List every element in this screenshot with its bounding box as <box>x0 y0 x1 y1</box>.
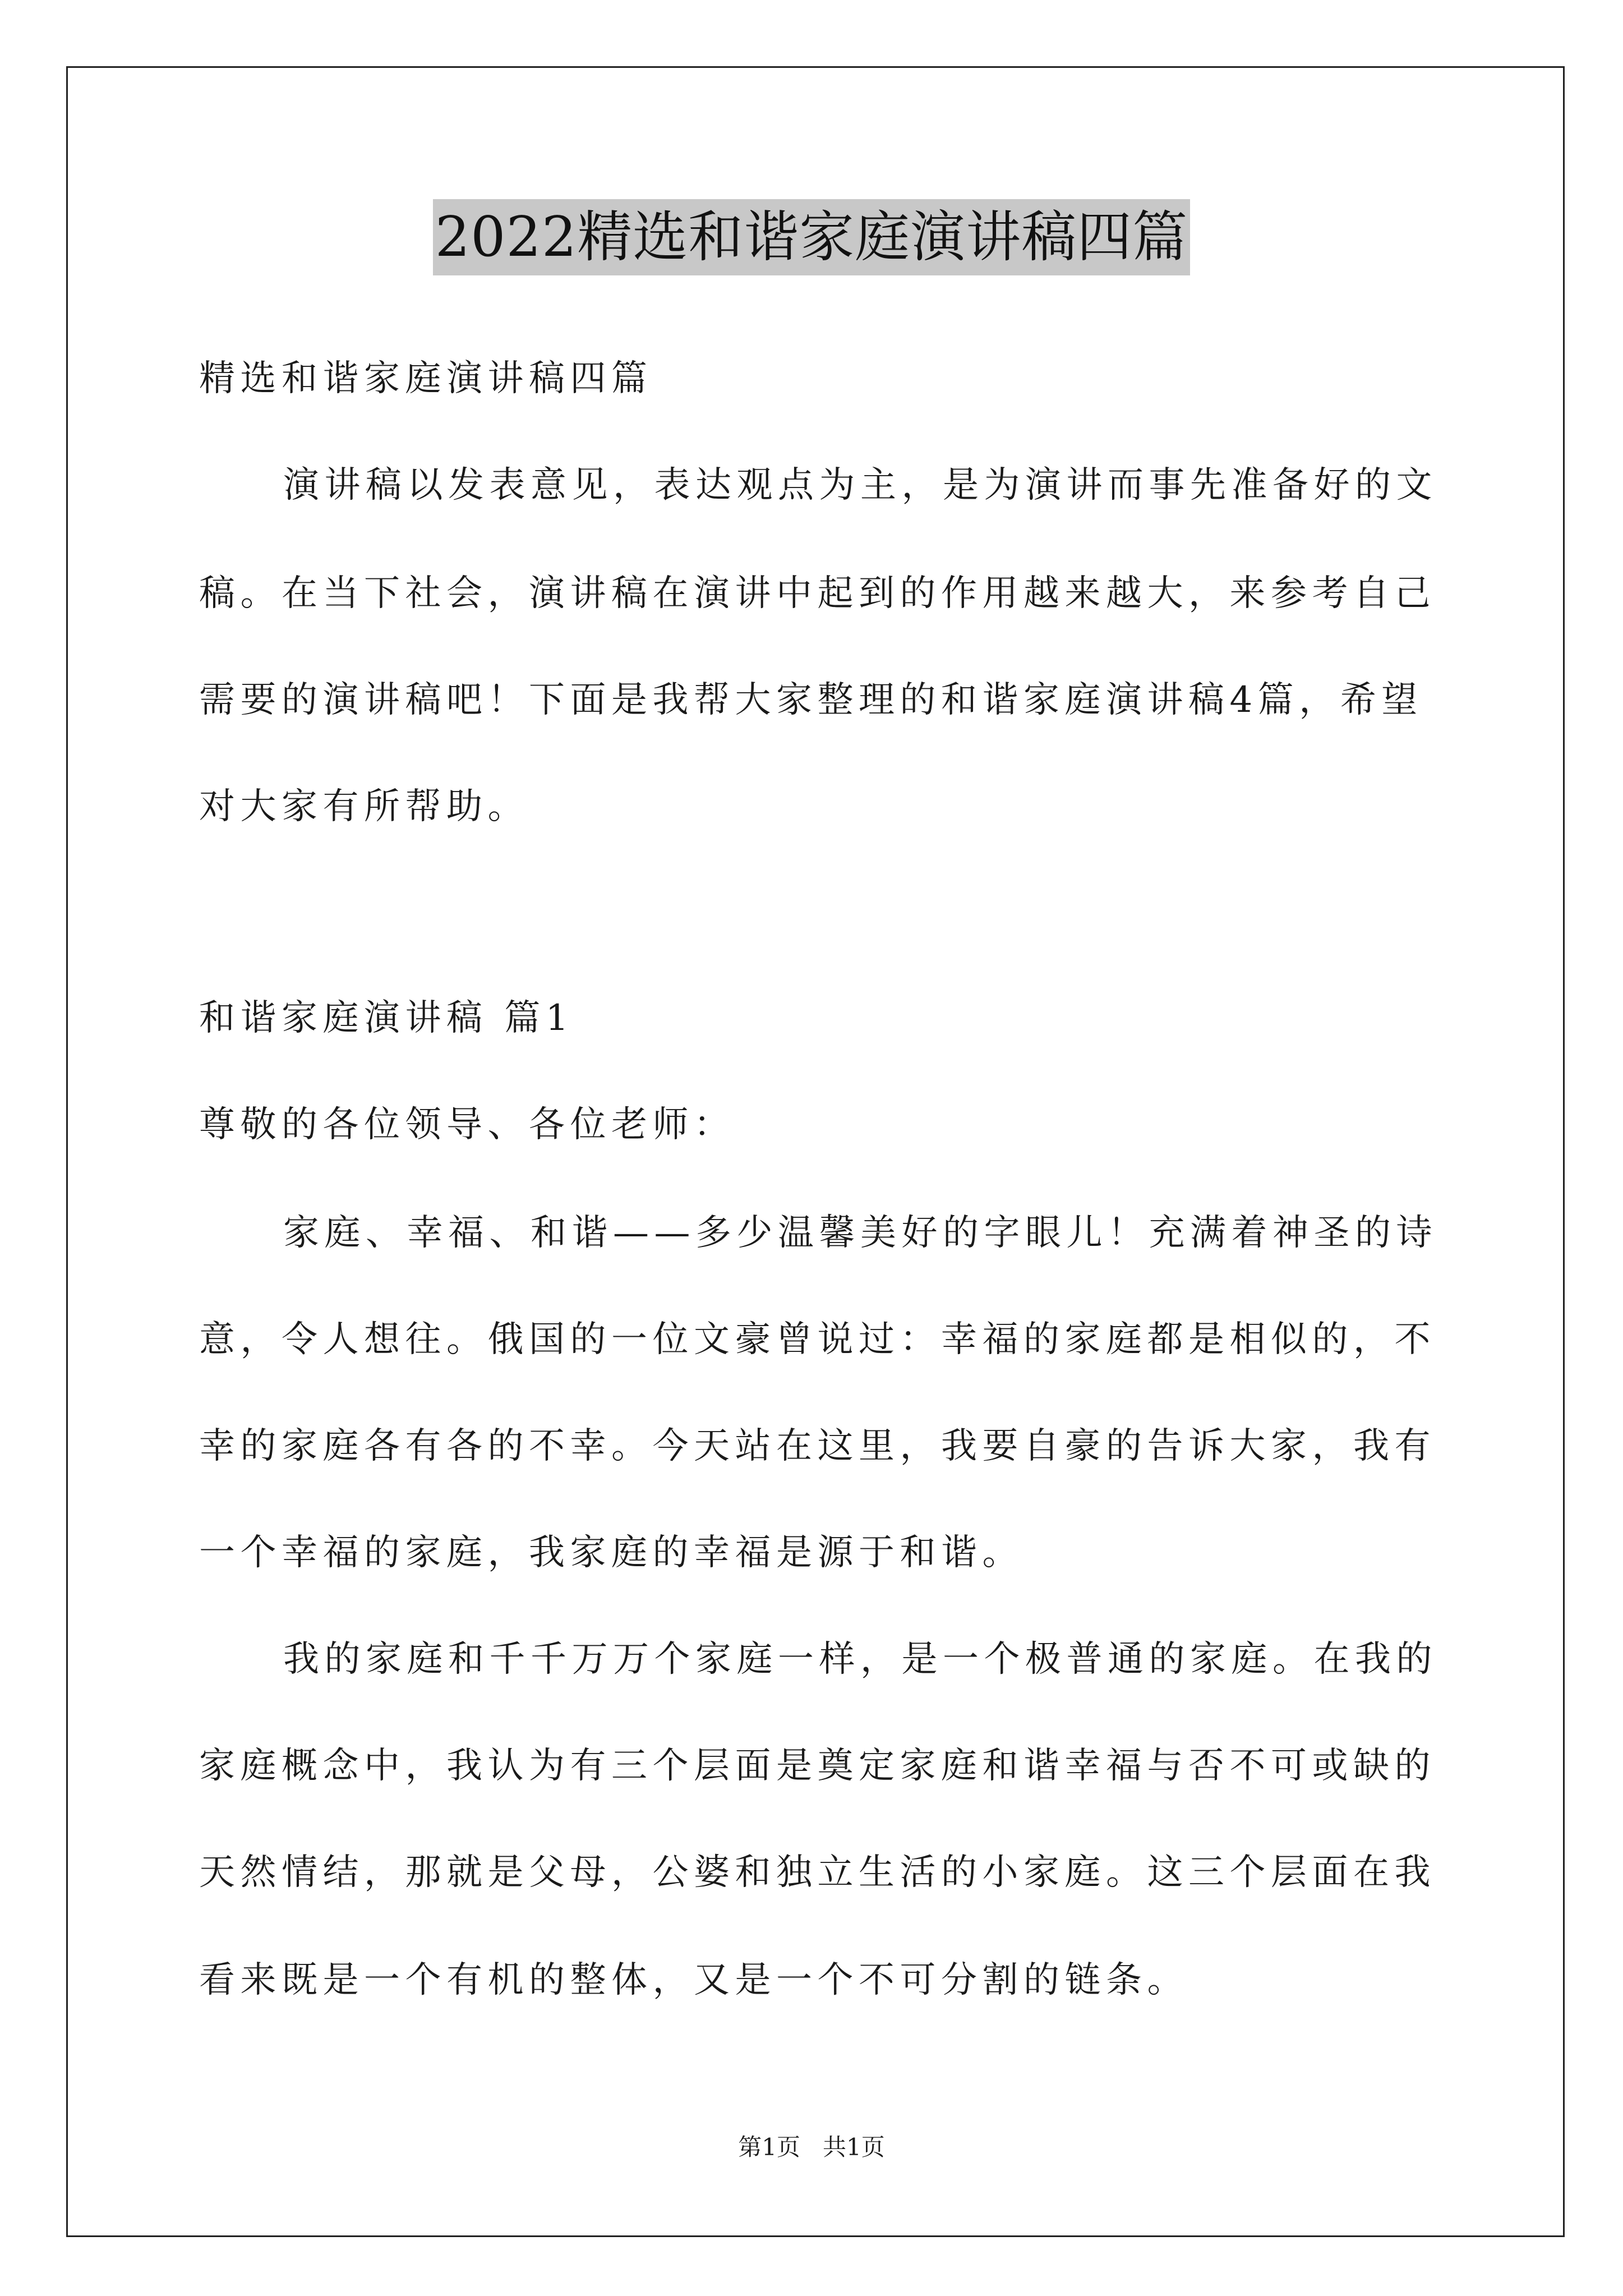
paragraph1-line-4: 一个幸福的家庭，我家庭的幸福是源于和谐。 <box>199 1532 1023 1573</box>
document-title: 2022精选和谐家庭演讲稿四篇 <box>433 199 1190 275</box>
intro-line-1: 演讲稿以发表意见，表达观点为主，是为演讲而事先准备好的文 <box>283 464 1437 506</box>
title-container <box>0 199 1623 275</box>
section-heading: 和谐家庭演讲稿 篇1 <box>199 997 574 1039</box>
intro-line-2: 稿。在当下社会，演讲稿在演讲中起到的作用越来越大，来参考自己 <box>199 573 1436 614</box>
document-subtitle: 精选和谐家庭演讲稿四篇 <box>199 358 653 399</box>
page-footer: 第1页 共1页 <box>738 2133 885 2161</box>
intro-line-4: 对大家有所帮助。 <box>199 786 529 827</box>
paragraph1-line-2: 意，令人想往。俄国的一位文豪曾说过：幸福的家庭都是相似的，不 <box>199 1319 1436 1360</box>
paragraph1-line-3: 幸的家庭各有各的不幸。今天站在这里，我要自豪的告诉大家，我有 <box>199 1425 1436 1467</box>
paragraph2-line-1: 我的家庭和千千万万个家庭一样，是一个极普通的家庭。在我的 <box>283 1639 1437 1680</box>
paragraph2-line-2: 家庭概念中，我认为有三个层面是奠定家庭和谐幸福与否不可或缺的 <box>199 1745 1436 1787</box>
paragraph1-line-1: 家庭、幸福、和谐——多少温馨美好的字眼儿！充满着神圣的诗 <box>283 1212 1437 1254</box>
intro-line-3: 需要的演讲稿吧！下面是我帮大家整理的和谐家庭演讲稿4篇，希望 <box>199 679 1423 721</box>
paragraph2-line-3: 天然情结，那就是父母，公婆和独立生活的小家庭。这三个层面在我 <box>199 1852 1436 1893</box>
salutation: 尊敬的各位领导、各位老师： <box>199 1104 735 1145</box>
paragraph2-line-4: 看来既是一个有机的整体，又是一个不可分割的链条。 <box>199 1959 1188 2001</box>
